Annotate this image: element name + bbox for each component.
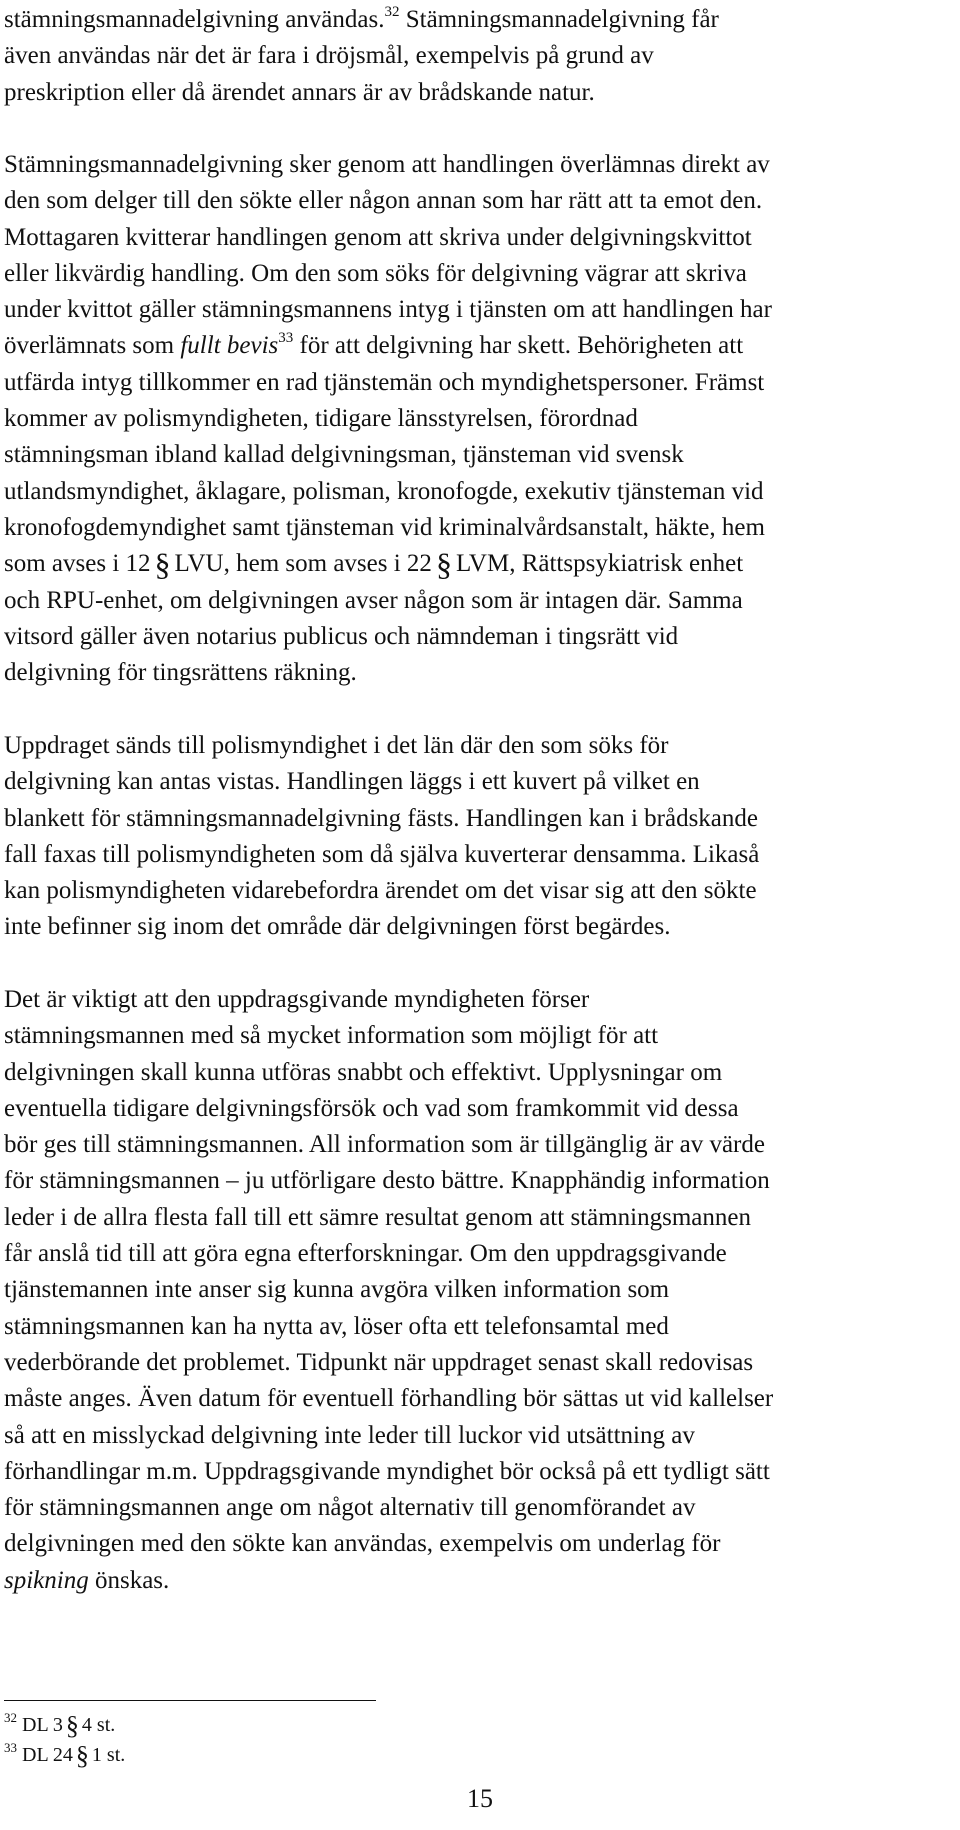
- text-line: tjänstemannen inte anser sig kunna avgöra vilken information som: [4, 1276, 670, 1304]
- footnote-33: $^{33}$ DL 24 § 1 st.: [4, 1740, 126, 1770]
- text-line: utfärda intyg tillkommer en rad tjänstemän och myndighetspersoner. Främst: [4, 368, 765, 396]
- paragraph-2: [4, 147, 956, 691]
- text-line: förhandlingar m.m. Uppdragsgivande myndighet bör också på ett tydligt sätt: [4, 1457, 770, 1485]
- text-line: delgivningen med den sökte kan användas, exempelvis om underlag för: [4, 1530, 721, 1558]
- text-line: delgivning för tingsrättens räkning.: [4, 659, 357, 687]
- text-line: Mottagaren kvitterar handlingen genom att skriva under delgivningskvittot: [4, 223, 752, 251]
- text-line: leder i de allra flesta fall till ett sämre resultat genom att stämningsmannen: [4, 1203, 751, 1231]
- text-line: under kvittot gäller stämningsmannens intyg i tjänsten om att handlingen har: [4, 296, 772, 324]
- text-line: stämningsmannen kan ha nytta av, löser ofta ett telefonsamtal med: [4, 1312, 669, 1340]
- page-number: 15: [467, 1784, 493, 1813]
- text-line: måste anges. Även datum för eventuell förhandling bör sättas ut vid kallelser: [4, 1385, 774, 1413]
- text-line: spikning önskas.: [4, 1566, 170, 1594]
- text-line: utlandsmyndighet, åklagare, polisman, kronofogde, exekutiv tjänsteman vid: [4, 477, 764, 505]
- footnote-number: 32: [4, 1710, 17, 1725]
- text-line: överlämnats som fullt bevis$^{33}$ för att delgivning har skett. Behörigheten att: [4, 330, 744, 360]
- emphasis-term: fullt bevis: [180, 332, 279, 360]
- section-sign: §: [65, 1711, 79, 1740]
- footnote-ref-33[interactable]: 33: [278, 330, 294, 347]
- section-sign: §: [75, 1741, 89, 1770]
- text-line: eller likvärdig handling. Om den som söks för delgivning vägrar att skriva: [4, 259, 747, 287]
- text-line: vederbörande det problemet. Tidpunkt när uppdraget senast skall redovisas: [4, 1348, 754, 1376]
- text-line: vitsord gäller även notarius publicus och nämndeman i tingsrätt vid: [4, 622, 679, 650]
- text-line: Stämningsmannadelgivning sker genom att handlingen överlämnas direkt av: [4, 151, 770, 178]
- text-line: preskription eller då ärendet annars är av brådskande natur.: [4, 78, 595, 106]
- text-line: får anslå tid till att göra egna efterforskningar. Om den uppdragsgivande: [4, 1240, 727, 1268]
- text-line: kronofogdemyndighet samt tjänsteman vid kriminalvårdsanstalt, häkte, hem: [4, 513, 765, 541]
- text-line: stämningsmannen med så mycket information som möjligt för att: [4, 1022, 659, 1050]
- text-line: kommer av polismyndigheten, tidigare länsstyrelsen, förordnad: [4, 405, 638, 433]
- text-line: den som delger till den sökte eller någon annan som har rätt att ta emot den.: [4, 187, 763, 215]
- text-line: eventuella tidigare delgivningsförsök och vad som framkommit vid dessa: [4, 1094, 739, 1122]
- text-line: bör ges till stämningsmannen. All information som är tillgänglig är av värde: [4, 1131, 765, 1159]
- text-line: stämningsman ibland kallad delgivningsman, tjänsteman vid svensk: [4, 441, 684, 469]
- text-line: för stämningsmannen – ju utförligare desto bättre. Knapphändig information: [4, 1167, 770, 1195]
- text-line: delgivningen skall kunna utföras snabbt och effektivt. Upplysningar om: [4, 1058, 723, 1086]
- text-line: för stämningsmannen ange om något alternativ till genomförandet av: [4, 1494, 696, 1522]
- text-line: fall faxas till polismyndigheten som då själva kuverterar densamma. Likaså: [4, 840, 760, 868]
- footnote-number: 33: [4, 1740, 17, 1755]
- text-line: delgivning kan antas vistas. Handlingen läggs i ett kuvert på vilket en: [4, 768, 700, 796]
- text-line: som avses i 12 § LVU, hem som avses i 22 § LVM, Rättspsykiatrisk enhet: [4, 546, 744, 583]
- section-sign: §: [154, 546, 171, 583]
- paragraph-3: [4, 728, 956, 946]
- text-line: även användas när det är fara i dröjsmål, exempelvis på grund av: [4, 42, 654, 70]
- footnote-divider: [4, 1700, 376, 1701]
- text-line: Det är viktigt att den uppdragsgivande myndigheten förser: [4, 986, 590, 1013]
- text-line: inte befinner sig inom det område där delgivningen först begärdes.: [4, 913, 671, 941]
- footnote-ref-32[interactable]: 32: [384, 4, 400, 20]
- section-sign: §: [435, 546, 452, 583]
- paragraph-4: [4, 982, 956, 1599]
- text-line: kan polismyndigheten vidarebefordra ärendet om det visar sig att den sökte: [4, 877, 757, 905]
- footnote-32: $^{32}$ DL 3 § 4 st.: [4, 1710, 116, 1740]
- text-line: och RPU-enhet, om delgivningen avser någon som är intagen där. Samma: [4, 586, 743, 614]
- emphasis-term: spikning: [4, 1566, 89, 1594]
- paragraph-1: [4, 2, 956, 111]
- text-line: Uppdraget sänds till polismyndighet i det län där den som söks för: [4, 732, 669, 759]
- text-line: blankett för stämningsmannadelgivning fästs. Handlingen kan i brådskande: [4, 804, 758, 832]
- text-line: stämningsmannadelgivning användas.$^{32}$ Stämningsmannadelgivning får: [4, 4, 719, 33]
- text-line: så att en misslyckad delgivning inte leder till luckor vid utsättning av: [4, 1421, 695, 1449]
